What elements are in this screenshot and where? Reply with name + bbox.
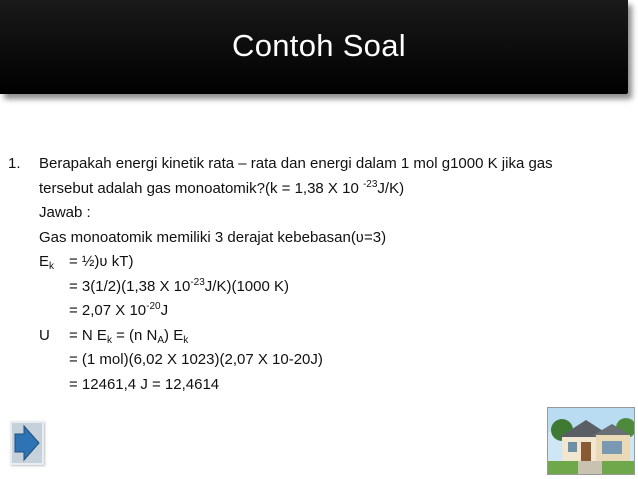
u-eq1-sub3: k — [183, 334, 189, 346]
ek-eq2-exponent: -23 — [190, 276, 205, 288]
slide-title: Contoh Soal — [232, 28, 406, 63]
house-illustration — [548, 408, 635, 475]
statement-text: Gas monoatomik memiliki 3 derajat kebebasan(ʋ=3) — [39, 228, 387, 246]
question-exponent: -23 — [362, 178, 378, 190]
ek-letter: E — [39, 253, 50, 270]
u-equation-1 — [69, 324, 188, 349]
right-arrow-icon — [12, 423, 42, 463]
ek-row-3 — [0, 299, 630, 324]
statement-row — [0, 226, 630, 251]
question-text-1: Berapakah energi kinetik rata – rata dan energi dalam 1 mol g1000 K jika gas — [39, 155, 553, 172]
problem-number: 1. — [8, 155, 21, 172]
ek-eq3-b: J — [160, 302, 169, 319]
ek-eq2-b: J/K)(1000 K) — [204, 277, 289, 295]
answer-label: Jawab : — [39, 204, 91, 221]
question-text-2 — [39, 177, 404, 202]
ek-subscript: k — [49, 261, 55, 272]
u-eq1-a: = N E — [69, 326, 107, 344]
ek-symbol — [39, 250, 54, 275]
ek-row-2 — [0, 275, 630, 300]
ek-equation-1: = ½)ʋ kT) — [69, 253, 134, 270]
answer-label-row — [0, 201, 630, 226]
ek-row-1 — [0, 250, 630, 275]
question-text-2b: J/K) — [377, 179, 405, 197]
next-slide-button[interactable] — [10, 421, 44, 465]
u-eq1-b: = (n N — [111, 326, 158, 344]
u-eq1-sub2: A — [157, 334, 165, 346]
ek-equation-3 — [69, 299, 168, 324]
question-line-1 — [0, 152, 630, 177]
u-eq1-sub1: k — [106, 334, 112, 346]
house-image — [547, 407, 635, 475]
question-line-2 — [0, 177, 630, 202]
ek-equation-2 — [69, 275, 289, 300]
u-equation-3: = 12461,4 J = 12,4614 — [69, 375, 220, 393]
u-row-3 — [0, 373, 630, 398]
ek-eq3-exponent: -20 — [146, 301, 161, 312]
u-row-1 — [0, 324, 630, 349]
u-symbol: U — [39, 326, 50, 344]
u-row-2 — [0, 348, 630, 373]
question-text-2a: tersebut adalah gas monoatomik?(k = 1,38 X 10 — [39, 179, 363, 197]
ek-eq2-a: = 3(1/2)(1,38 X 10 — [69, 277, 191, 295]
u-eq1-c: ) E — [164, 326, 184, 344]
problem-content — [0, 152, 630, 397]
ek-eq3-a: = 2,07 X 10 — [69, 302, 147, 319]
u-equation-2: = (1 mol)(6,02 X 1023)(2,07 X 10-20J) — [69, 351, 323, 368]
